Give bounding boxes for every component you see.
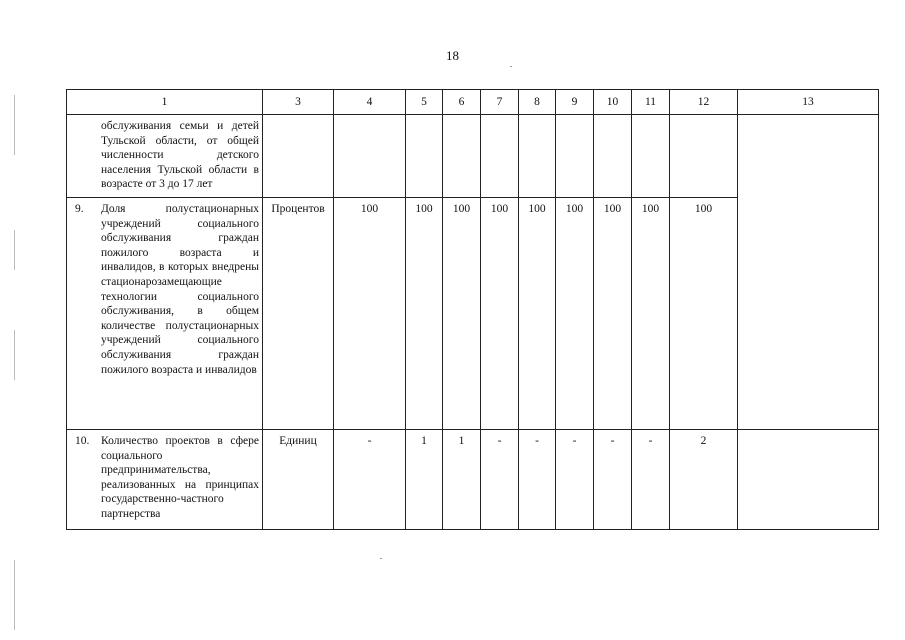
column-header: 8 (519, 90, 556, 115)
scan-artifact (14, 330, 15, 380)
indicator-description: обслуживания семьи и детей Тульской области, от общей численности детского населения Тульской области в возрасте от 3 до 17 лет (101, 120, 259, 191)
row-number: 9. (75, 203, 84, 215)
value-cell: 100 (556, 198, 594, 430)
scan-artifact (380, 558, 382, 559)
value-cell (556, 115, 594, 198)
indicator-description: Доля полустационарных учреждений социального обслуживания граждан пожилого возраста и инвалидов, в которых внедрены стационарозамещающие технологии социального обслуживания, в общем количестве полустационарных учреждений социального обслуживания граждан пожилого возраста и инвалидов (101, 203, 259, 376)
page-number: 18 (446, 48, 459, 63)
value-cell: 100 (334, 198, 406, 430)
column-header: 11 (632, 90, 670, 115)
value-cell: 1 (406, 430, 443, 530)
table-row (67, 430, 879, 530)
indicators-table (66, 89, 879, 530)
value-cell: 100 (670, 198, 738, 430)
value-cell: - (556, 430, 594, 530)
value-cell: 2 (670, 430, 738, 530)
indicator-cell (67, 430, 263, 530)
scan-artifact (14, 230, 15, 270)
value-cell: 100 (594, 198, 632, 430)
notes-cell (738, 430, 879, 530)
notes-cell (738, 115, 879, 430)
value-cell: 1 (443, 430, 481, 530)
value-cell (632, 115, 670, 198)
column-header: 5 (406, 90, 443, 115)
indicator-cell (67, 198, 263, 430)
column-header: 12 (670, 90, 738, 115)
column-header: 3 (263, 90, 334, 115)
column-header: 1 (67, 90, 263, 115)
value-cell: - (519, 430, 556, 530)
value-cell (443, 115, 481, 198)
row-number: 10. (75, 435, 90, 447)
value-cell: 100 (443, 198, 481, 430)
value-cell: - (334, 430, 406, 530)
column-header: 4 (334, 90, 406, 115)
table-row (67, 115, 879, 198)
value-cell: - (594, 430, 632, 530)
value-cell (594, 115, 632, 198)
value-cell (481, 115, 519, 198)
value-cell (670, 115, 738, 198)
value-cell: 100 (406, 198, 443, 430)
value-cell (334, 115, 406, 198)
scan-artifact (14, 560, 15, 630)
column-header: 7 (481, 90, 519, 115)
value-cell (406, 115, 443, 198)
value-cell (519, 115, 556, 198)
column-header: 10 (594, 90, 632, 115)
value-cell: 100 (519, 198, 556, 430)
value-cell: - (481, 430, 519, 530)
column-header: 9 (556, 90, 594, 115)
value-cell: 100 (481, 198, 519, 430)
value-cell: 100 (632, 198, 670, 430)
unit-cell: Процентов (263, 198, 334, 430)
scan-artifact (14, 95, 15, 155)
indicator-description: Количество проектов в сфере социального предпринимательства, реализованных на принципах государственно-частного партнерства (101, 435, 259, 520)
value-cell: - (632, 430, 670, 530)
column-header: 6 (443, 90, 481, 115)
scan-artifact (510, 66, 512, 67)
indicator-cell (67, 115, 263, 198)
table-header-row (67, 90, 879, 115)
unit-cell: Единиц (263, 430, 334, 530)
column-header: 13 (738, 90, 879, 115)
unit-cell (263, 115, 334, 198)
